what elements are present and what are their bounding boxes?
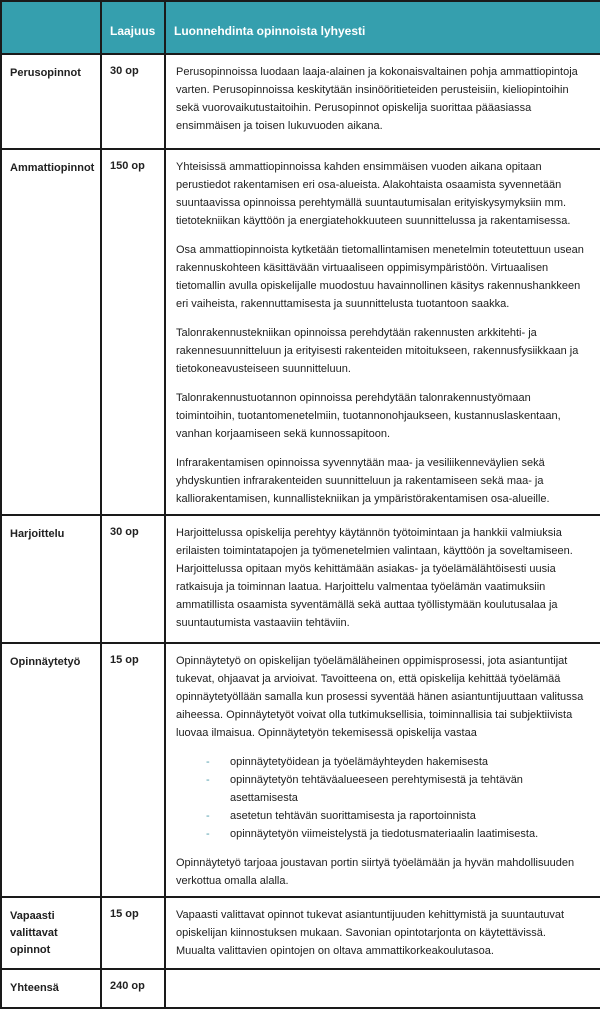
paragraph: Vapaasti valittavat opinnot tukevat asiantuntijuuden kehittymistä ja suuntautuvat opiskelijan kiinnostuksen mukaan. Savonian opintotarjonta on käytettävissä. Muualta valittavien opintojen on oltava ammattikorkeakoulutasoa. — [176, 909, 565, 957]
bullet-text: opinnäytetyöidean ja työelämäyhteyden hakemisesta — [230, 756, 489, 768]
row-label: Yhteensä — [1, 969, 101, 1008]
bullet-text: opinnäytetyön viimeistelystä ja tiedotusmateriaalin laatimisesta. — [230, 828, 539, 840]
row-description — [165, 515, 600, 643]
row-credits: 15 op — [101, 643, 165, 897]
row-credits: 15 op — [101, 897, 165, 969]
paragraph: Talonrakennustekniikan opinnoissa perehdytään rakennusten arkkitehti- ja rakennesuunnitteluun ja erityisesti rakenteiden mitoitukseen, rakennusfysiikkaan ja tietokoneavusteiseen suunnitteluun. — [176, 327, 579, 375]
row-credits: 30 op — [101, 515, 165, 643]
dash-bullet: - — [206, 774, 210, 786]
bullet-item — [206, 825, 588, 843]
bullet-item — [206, 807, 588, 825]
header-laajuus: Laajuus — [101, 1, 165, 54]
dash-bullet: - — [206, 756, 210, 768]
row-credits: 30 op — [101, 54, 165, 149]
table-row-opinnaytetyo — [1, 643, 600, 897]
row-description-empty — [165, 969, 600, 1008]
row-description — [165, 149, 600, 515]
bullet-list — [176, 753, 588, 843]
paragraph: Perusopinnoissa luodaan laaja-alainen ja kokonaisvaltainen pohja ammattiopintoja varten. Perusopinnoissa keskitytään insinööritieteiden perusteisiin, kieliopintoihin sekä vuorovaikutustaitoihin. Perusopinnot opiskelija suorittaa pääasiassa ensimmäisen ja toisen lukuvuoden aikana. — [176, 66, 578, 132]
row-credits: 150 op — [101, 149, 165, 515]
row-description — [165, 897, 600, 969]
bullet-text: opinnäytetyön tehtäväalueeseen perehtymisestä ja tehtävän asettamisesta — [230, 774, 523, 804]
row-label: Perusopinnot — [1, 54, 101, 149]
table-row-yhteensa — [1, 969, 600, 1008]
bullet-item — [206, 771, 588, 807]
row-label: Vapaasti valittavat opinnot — [1, 897, 101, 969]
row-description — [165, 643, 600, 897]
row-credits: 240 op — [101, 969, 165, 1008]
table-row-harjoittelu — [1, 515, 600, 643]
table-row-ammattiopinnot — [1, 149, 600, 515]
bullet-item — [206, 753, 588, 771]
paragraph: Infrarakentamisen opinnoissa syvennytään maa- ja vesiliikenneväylien sekä yhdyskuntien infrarakenteiden suunnitteluun ja rakentamiseen sekä maa- ja kalliorakentamisen, kunnallistekniikan ja ympäristörakentamisen osa-alueille. — [176, 457, 550, 505]
header-row — [1, 1, 600, 54]
row-label: Harjoittelu — [1, 515, 101, 643]
row-label: Ammattiopinnot — [1, 149, 101, 515]
paragraph: Osa ammattiopinnoista kytketään tietomallintamisen menetelmin toteutettuun usean rakennuskohteen käsittävään virtuaaliseen oppimisympäristöön. Virtuaalisen tietomallin avulla opiskelijalle muodostuu havainnollinen käsitys rakennushankkeen eri vaiheista, rakennuttamisesta ja suunnittelusta tuotantoon saakka. — [176, 244, 584, 310]
dash-bullet: - — [206, 828, 210, 840]
paragraph: Opinnäytetyö on opiskelijan työelämäläheinen oppimisprosessi, jota asiantuntijat tukevat, ohjaavat ja arvioivat. Tavoitteena on, että opiskelija kehittää työelämää opinnäytetyöllään samalla kun prosessi syventää hänen asiantuntijuuttaan valitussa aiheessa. Opinnäytetyöt voivat olla tutkimuksellisia, toiminnallisia tai subjektiivista luovaa ilmaisua. Opinnäytetyön tekemisessä opiskelija vastaa — [176, 655, 584, 739]
paragraph: Talonrakennustuotannon opinnoissa perehdytään talonrakennustyömaan toimintoihin, tuotantomenetelmiin, tuotannonohjaukseen, kustannuslaskentaan, vanhan korjaamiseen sekä kunnossapitoon. — [176, 392, 561, 440]
row-label: Opinnäytetyö — [1, 643, 101, 897]
row-description — [165, 54, 600, 149]
paragraph: Yhteisissä ammattiopinnoissa kahden ensimmäisen vuoden aikana opitaan perustiedot rakentamisen eri osa-alueista. Alakohtaista osaamista syvennetään suuntaavissa opinnoissa perehtymällä suuntautumisalan erityiskysymyksiin mm. tietotekniikan käyttöön ja energiatehokkuuteen suunnittelussa ja rakentamisessa. — [176, 161, 571, 227]
bullet-text: asetetun tehtävän suorittamisesta ja raportoinnista — [230, 810, 476, 822]
paragraph: Opinnäytetyö tarjoaa joustavan portin siirtyä työelämään ja hyvän mahdollisuuden verkottua omalla alalla. — [176, 857, 575, 887]
table-row-vapaasti-valittavat — [1, 897, 600, 969]
table-row-perusopinnot — [1, 54, 600, 149]
dash-bullet: - — [206, 810, 210, 822]
header-empty-cell — [1, 1, 101, 54]
paragraph: Harjoittelussa opiskelija perehtyy käytännön työtoimintaan ja hankkii valmiuksia erilaisten toimintatapojen ja työmenetelmien valintaan, käyttöön ja soveltamiseen. Harjoittelussa opitaan myös kehittämään asiakas- ja työelämälähtöisesti uusia ratkaisuja ja toiminnan laatua. Harjoittelu valmentaa työelämän vaatimuksiin ammatillista osaamista syventämällä sekä auttaa työllistymään koulutusalaa ja suuntautumista vastaaviin tehtäviin. — [176, 527, 573, 629]
header-description: Luonnehdinta opinnoista lyhyesti — [165, 1, 600, 54]
